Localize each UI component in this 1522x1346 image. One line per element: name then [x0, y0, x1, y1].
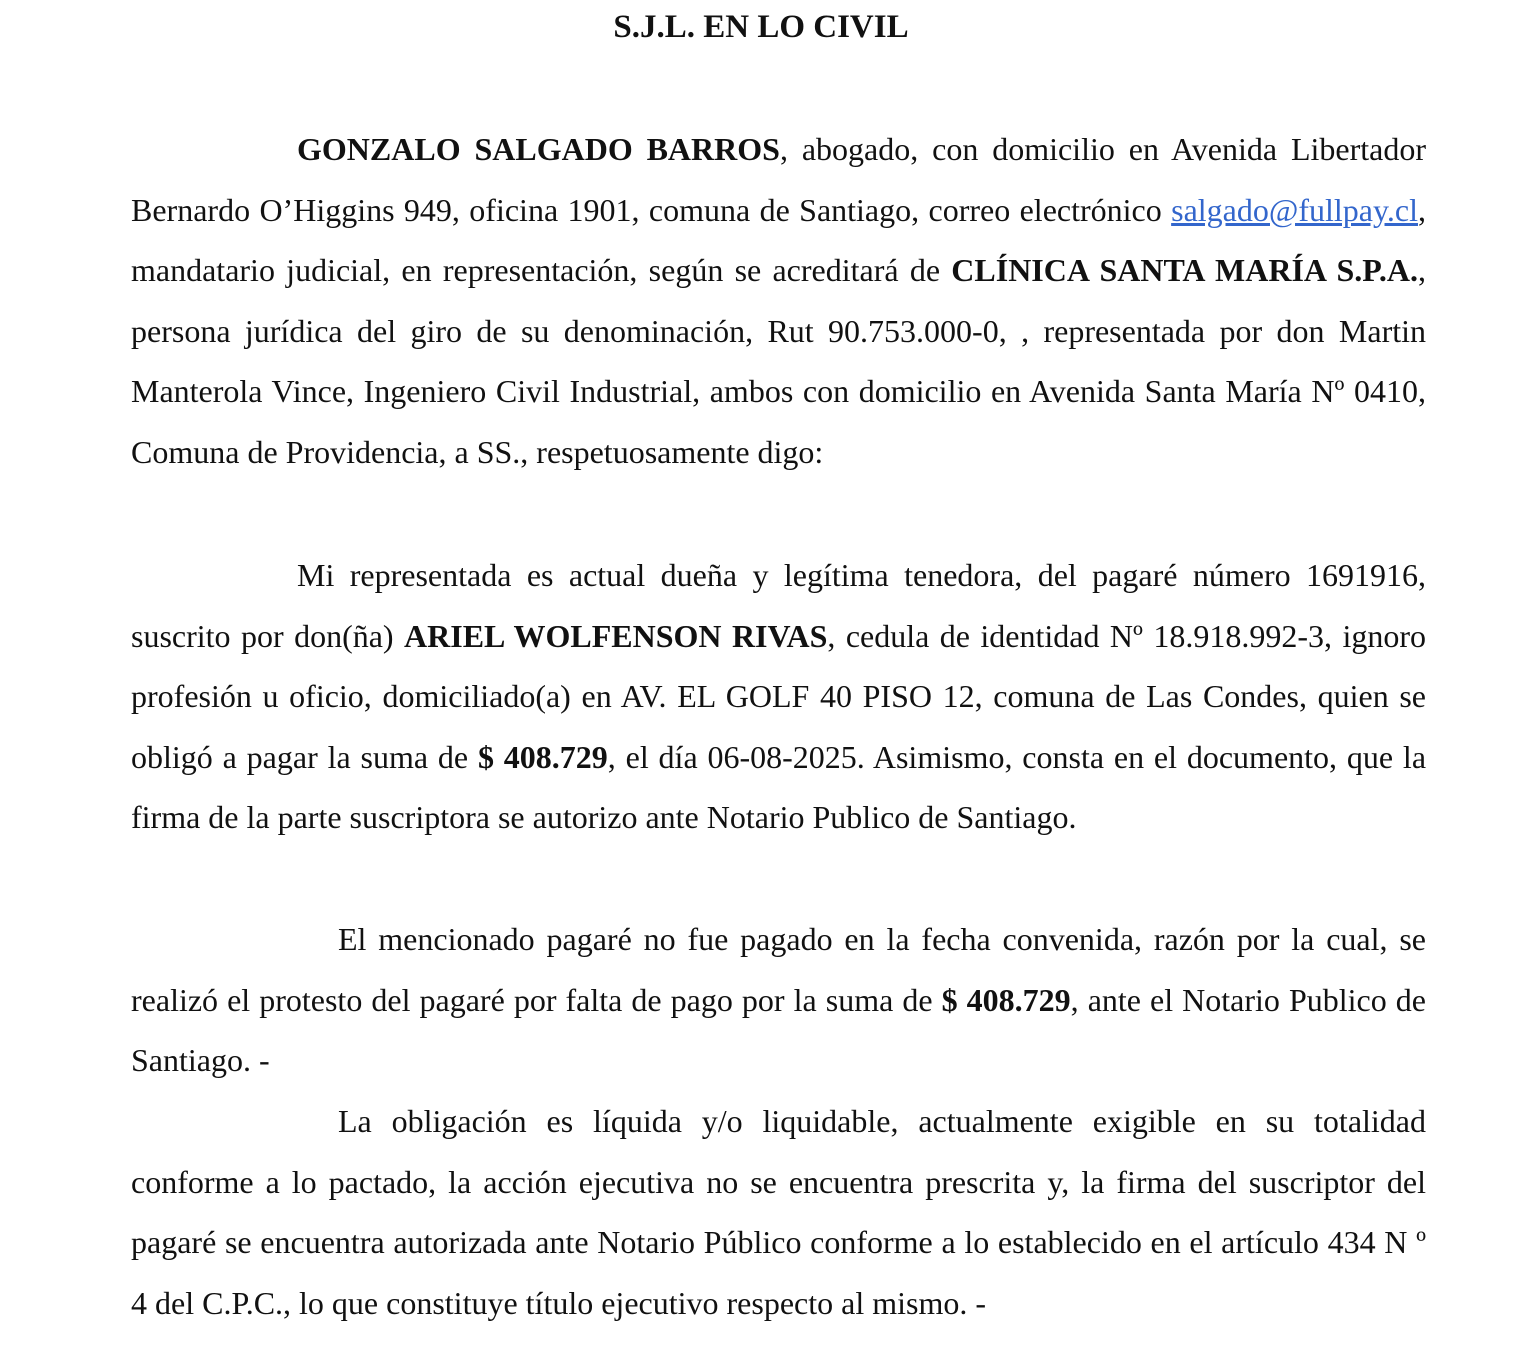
email-link[interactable]: salgado@fullpay.cl	[1171, 191, 1418, 228]
paragraph-obligation	[131, 1091, 1426, 1333]
paragraph-protest	[131, 909, 1426, 1091]
protest-amount: $ 408.729	[941, 981, 1071, 1018]
paragraph-4-text: La obligación es líquida y/o liquidable, actualmente exigible en su totalidad conforme a lo pactado, la acción ejecutiva no se encuentra prescrita y, la firma del suscriptor del pagaré se encuentra autorizada ante Notario Público conforme a lo establecido en el artículo 434 N º 4 del C.P.C., lo que constituye título ejecutivo respecto al mismo. -	[131, 1103, 1426, 1321]
paragraph-appearance	[131, 119, 1426, 482]
paragraph-3-text-a: El mencionado pagaré no fue pagado en la fecha convenida, razón por la cual, se realizó el protesto del pagaré por falta de pago por la suma de	[131, 921, 1426, 1018]
paragraph-3-text-b: , ante el Notario Publico de Santiago. -	[131, 981, 1427, 1078]
paragraph-2-text-b: , cedula de identidad Nº 18.918.992-3, ignoro profesión u oficio, domiciliado(a) en AV. EL GOLF 40 PISO 12, comuna de Las Condes, quien se obligó a pagar la suma de	[131, 617, 1427, 775]
paragraph-2-text-c: , el día 06-08-2025. Asimismo, consta en el documento, que la firma de la parte suscriptora se autorizo ante Notario Publico de Santiago.	[131, 738, 1427, 835]
debtor-name: ARIEL WOLFENSON RIVAS	[404, 617, 828, 654]
company-name: CLÍNICA SANTA MARÍA S.P.A.	[951, 252, 1419, 288]
debt-amount: $ 408.729	[477, 738, 608, 775]
paragraph-1-text-a: , abogado, con domicilio en Avenida Libertador Bernardo O’Higgins 949, oficina 1901, comuna de Santiago, correo electrónico	[131, 131, 1427, 228]
paragraph-1-text-b: , mandatario judicial, en representación, según se acreditará de	[131, 191, 1426, 288]
document-title: S.J.L. EN LO CIVIL	[613, 9, 909, 45]
paragraph-promissory-note	[131, 545, 1426, 848]
paragraph-2-text-a: Mi representada es actual dueña y legítima tenedora, del pagaré número 1691916, suscrito por don(ña)	[131, 557, 1426, 654]
attorney-name: GONZALO SALGADO BARROS	[297, 131, 780, 167]
paragraph-1-text-c: , persona jurídica del giro de su denominación, Rut 90.753.000-0, , representada por don Martin Manterola Vince, Ingeniero Civil Industrial, ambos con domicilio en Avenida Santa María Nº 0410, Comuna de Providencia, a SS., respetuosamente digo:	[131, 252, 1427, 470]
